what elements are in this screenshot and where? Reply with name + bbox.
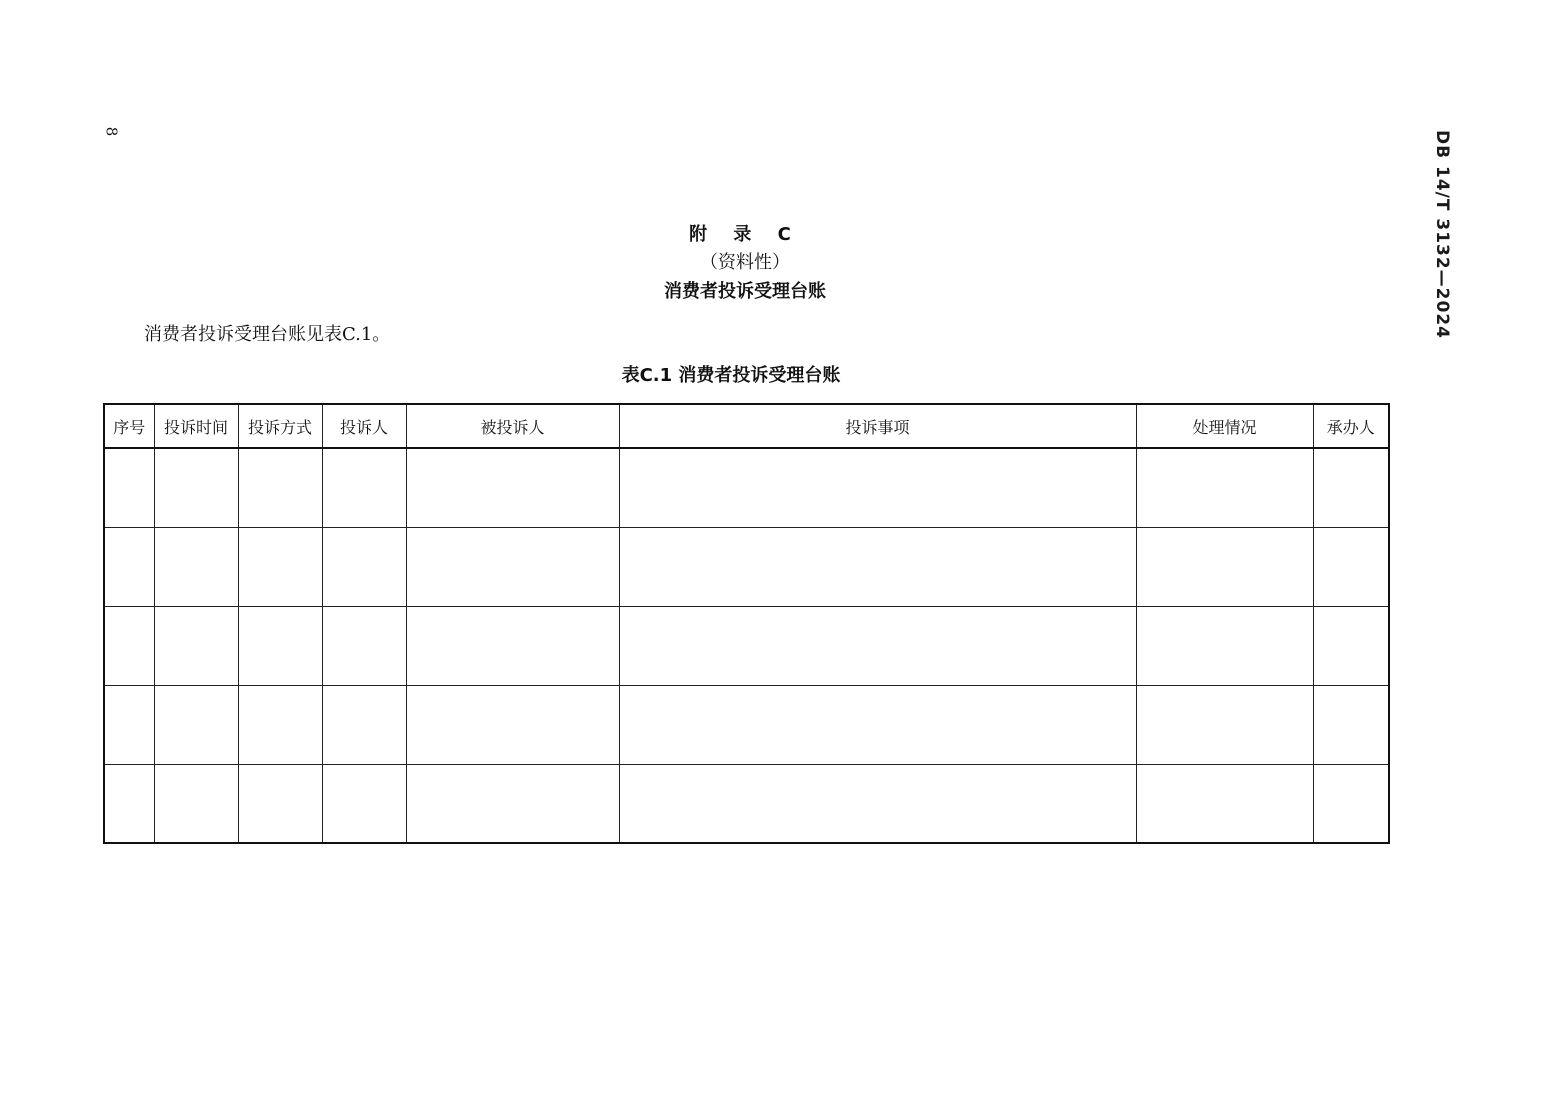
- intro-paragraph: 消费者投诉受理台账见表C.1。: [144, 324, 391, 345]
- table-cell: [322, 527, 406, 606]
- table-cell: [104, 527, 154, 606]
- table-cell: [619, 527, 1136, 606]
- table-cell: [406, 764, 619, 843]
- table-cell: [406, 527, 619, 606]
- table-cell: [238, 606, 322, 685]
- table-cell: [1136, 606, 1313, 685]
- column-header-handler: 承办人: [1313, 404, 1389, 448]
- table-cell: [1136, 685, 1313, 764]
- table-row: [104, 448, 1389, 527]
- column-header-respondent: 被投诉人: [406, 404, 619, 448]
- table-cell: [1313, 685, 1389, 764]
- table-cell: [104, 448, 154, 527]
- table-cell: [104, 685, 154, 764]
- complaint-ledger-table: [103, 403, 1390, 844]
- table-cell: [619, 685, 1136, 764]
- table-cell: [238, 448, 322, 527]
- table-cell: [154, 606, 238, 685]
- table-cell: [619, 606, 1136, 685]
- appendix-label: 附 录 C: [689, 224, 801, 245]
- table-cell: [619, 448, 1136, 527]
- table-cell: [322, 685, 406, 764]
- document-code: DB 14/T 3132—2024: [1432, 130, 1452, 339]
- table-row: [104, 685, 1389, 764]
- column-header-serial-no: 序号: [104, 404, 154, 448]
- table-cell: [154, 448, 238, 527]
- table-cell: [322, 764, 406, 843]
- table-cell: [1136, 527, 1313, 606]
- table-cell: [238, 527, 322, 606]
- table-cell: [104, 764, 154, 843]
- table-cell: [1313, 527, 1389, 606]
- column-header-complaint-method: 投诉方式: [238, 404, 322, 448]
- table-row: [104, 606, 1389, 685]
- table-caption: 表C.1 消费者投诉受理台账: [621, 365, 841, 386]
- table-cell: [1136, 448, 1313, 527]
- table-cell: [322, 606, 406, 685]
- table-cell: [238, 764, 322, 843]
- table-cell: [154, 527, 238, 606]
- appendix-title: 消费者投诉受理台账: [664, 281, 826, 302]
- column-header-complainant: 投诉人: [322, 404, 406, 448]
- table-cell: [406, 685, 619, 764]
- table-cell: [1313, 606, 1389, 685]
- table-row: [104, 764, 1389, 843]
- table-row: [104, 527, 1389, 606]
- appendix-type: （资料性）: [700, 252, 790, 273]
- table-cell: [406, 606, 619, 685]
- table-cell: [619, 764, 1136, 843]
- table-cell: [154, 685, 238, 764]
- table-header-row: [104, 404, 1389, 448]
- column-header-complaint-matter: 投诉事项: [619, 404, 1136, 448]
- table-cell: [238, 685, 322, 764]
- table-cell: [1136, 764, 1313, 843]
- column-header-complaint-time: 投诉时间: [154, 404, 238, 448]
- page-number: 8: [102, 126, 121, 137]
- column-header-handling-status: 处理情况: [1136, 404, 1313, 448]
- table-cell: [104, 606, 154, 685]
- table-cell: [322, 448, 406, 527]
- table-cell: [1313, 448, 1389, 527]
- table-cell: [154, 764, 238, 843]
- table-cell: [406, 448, 619, 527]
- table-cell: [1313, 764, 1389, 843]
